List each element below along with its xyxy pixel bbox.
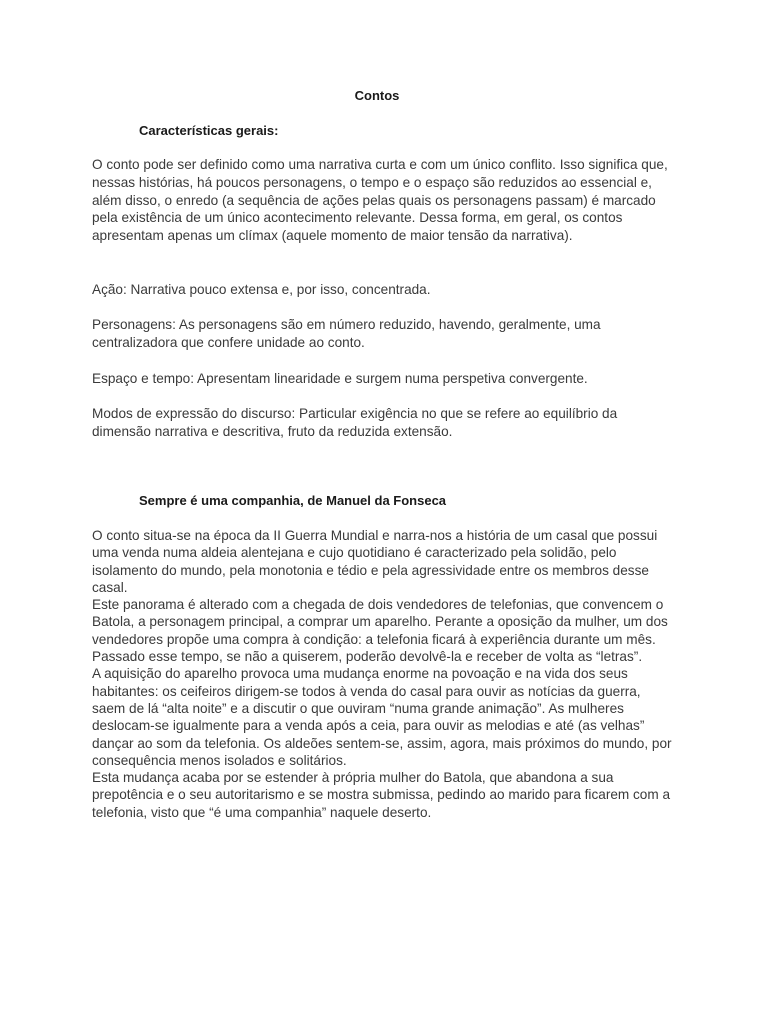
paragraph-panorama: Este panorama é alterado com a chegada de dois vendedores de telefonias, que convencem o Batola, a personagem principal, a comprar um aparelho. Perante a oposição da mulher, um dos vendedores propõe uma compra à condição: a telefonia ficará à experiência durante um mês. Passado esse tempo, se não a quiserem, poderão devolvê-la e receber de volta as “letras”. (92, 597, 668, 665)
paragraph-acao: Ação: Narrativa pouco extensa e, por isso, concentrada. (92, 282, 431, 297)
paragraph-situacao: O conto situa-se na época da II Guerra Mundial e narra-nos a história de um casal que possui uma venda numa aldeia alentejana e cujo quotidiano é caracterizado pela solidão, pelo isolamento do mundo, pela monotonia e tédio e pela agressividade entre os membros desse casal. (92, 528, 658, 595)
section-heading-caracteristicas: Características gerais: (139, 123, 279, 138)
paragraph-aquisicao: A aquisição do aparelho provoca uma mudança enorme na povoação e na vida dos seus habitantes: os ceifeiros dirigem-se todos à venda do casal para ouvir as notícias da guerra, saem de lá “alta noite” e a discutir o que ouviram “numa grande animação”. As mulheres deslocam-se igualmente para a venda após a ceia, para ouvir as melodias e até (as velhas” dançar ao som da telefonia. Os aldeões sentem-se, assim, agora, mais próximos do mundo, por consequência menos isolados e solitários. (92, 666, 672, 768)
section-body-sempre-e-uma-companhia (92, 527, 676, 821)
document-title: Contos (354, 88, 400, 103)
section-heading-sempre-e-uma-companhia: Sempre é uma companhia, de Manuel da Fonseca (139, 493, 447, 508)
paragraph-espaco-tempo: Espaço e tempo: Apresentam linearidade e surgem numa perspetiva convergente. (92, 371, 588, 386)
paragraph-mudanca: Esta mudança acaba por se estender à própria mulher do Batola, que abandona a sua prepotência e o seu autoritarismo e se mostra submissa, pedindo ao marido para ficarem com a telefonia, visto que “é uma companhia” naquele deserto. (92, 770, 671, 820)
paragraph-intro: O conto pode ser definido como uma narrativa curta e com um único conflito. Isso significa que, nessas histórias, há poucos personagens, o tempo e o espaço são reduzidos ao essencial e, além disso, o enredo (a sequência de ações pelas quais os personagens passam) é marcado pela existência de um único acontecimento relevante. Dessa forma, em geral, os contos apresentam apenas um clímax (aquele momento de maior tensão da narrativa). (92, 157, 668, 244)
paragraph-personagens: Personagens: As personagens são em número reduzido, havendo, geralmente, uma centralizadora que confere unidade ao conto. (92, 317, 601, 350)
paragraph-modos: Modos de expressão do discurso: Particular exigência no que se refere ao equilíbrio da dimensão narrativa e descritiva, fruto da reduzida extensão. (92, 406, 618, 439)
